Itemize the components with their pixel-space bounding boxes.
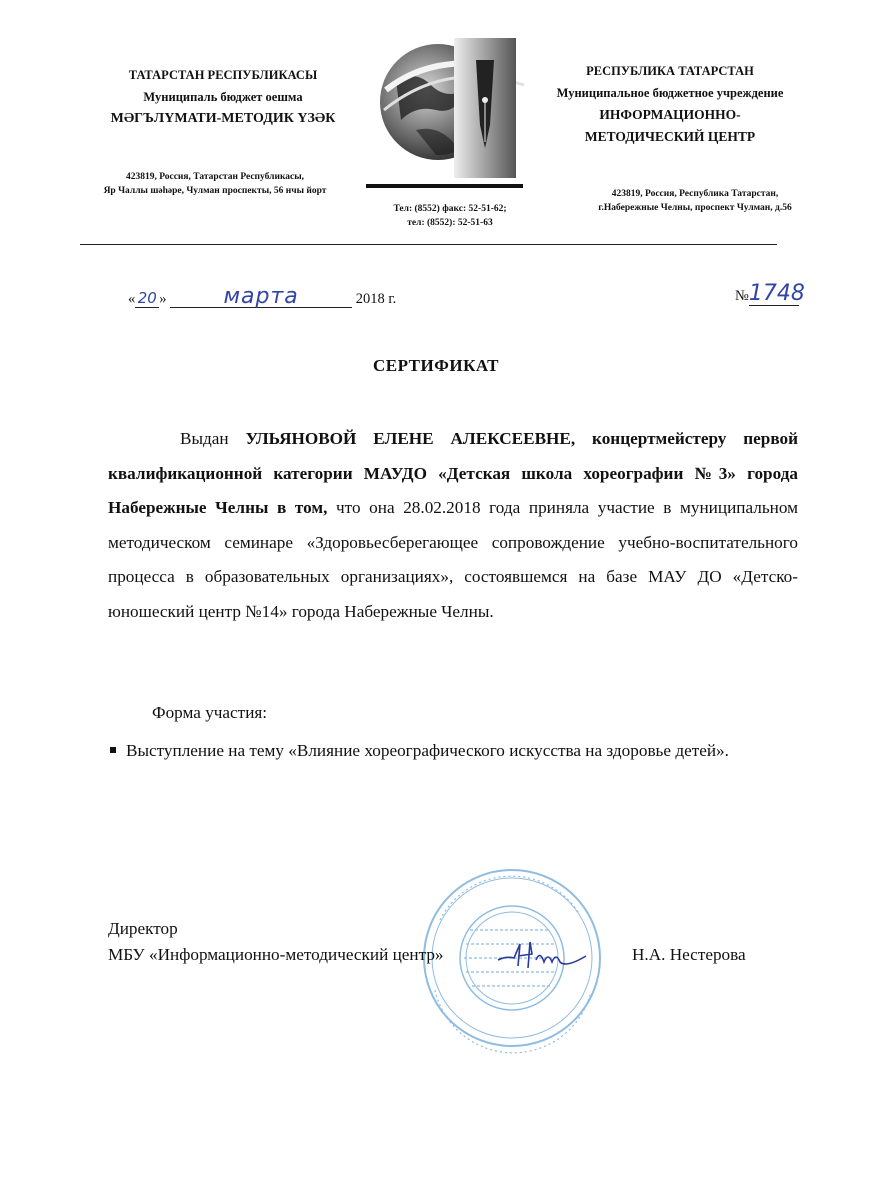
participation-label: Форма участия: <box>152 703 268 722</box>
header-tel2: тел: (8552): 52-51-63 <box>407 218 493 228</box>
date-close-quote: » <box>159 291 167 307</box>
header-left-line2: Муниципаль бюджет оешма <box>143 90 303 104</box>
header-right-address2: г.Набережные Челны, проспект Чулман, д.56 <box>598 203 792 213</box>
certificate-body <box>108 422 798 629</box>
bullet-icon <box>110 747 116 753</box>
header-right-org <box>520 60 820 148</box>
participation-item <box>108 734 798 769</box>
date-day: 20 <box>135 289 159 308</box>
header-divider <box>80 244 777 245</box>
document-number <box>735 283 845 306</box>
signatory-name: Н.А. Нестерова <box>632 945 746 964</box>
body-recipient: УЛЬЯНОВОЙ ЕЛЕНЕ АЛЕКСЕЕВНЕ, концертмейстеру первой квалификационной категории МАУДО «Детская школа хореографии №3» города Набережные Челны в том, <box>108 429 798 517</box>
header-right-line2: Муниципальное бюджетное учреждение <box>556 86 784 100</box>
header-left-address2: Яр Чаллы шәһәре, Чулман проспекты, 56 нчы йорт <box>103 186 327 196</box>
signatory-org: МБУ «Информационно-методический центр» <box>108 945 444 964</box>
date-open-quote: « <box>128 291 136 307</box>
number-value: 1748 <box>748 281 805 306</box>
logo-underline-bar <box>366 184 523 188</box>
page-title: СЕРТИФИКАТ <box>372 356 500 375</box>
header-contacts <box>370 202 530 230</box>
body-details: что она 28.02.2018 года приняла участие в муниципальном методическом семинаре «Здоровьесберегающее сопровождение учебно-воспитательного процесса в образовательных организациях», состоявшемся на базе МАУ ДО «Детско-юношеский центр №14» города Набережные Челны. <box>108 498 798 621</box>
header-left-line3: МӘГЪЛҮМАТИ-МЕТОДИК ҮЗӘК <box>110 111 336 126</box>
header-left-address <box>60 170 370 198</box>
header-left-line1: ТАТАРСТАН РЕСПУБЛИКАСЫ <box>128 68 318 82</box>
participation-item-text: Выступление на тему «Влияние хореографического искусства на здоровье детей». <box>126 741 729 760</box>
header-right-line4: МЕТОДИЧЕСКИЙ ЦЕНТР <box>584 129 756 144</box>
header-tel1: Тел: (8552) факс: 52-51-62; <box>393 204 507 214</box>
header-right-address1: 423819, Россия, Республика Татарстан, <box>611 189 779 199</box>
document-date <box>128 284 428 309</box>
handwritten-signature <box>496 938 592 972</box>
header-left-address1: 423819, Россия, Татарстан Республикасы, <box>125 172 305 182</box>
header-right-line1: РЕСПУБЛИКА ТАТАРСТАН <box>586 64 754 78</box>
header-right-address <box>560 187 830 215</box>
globe-pen-logo-icon <box>376 30 526 180</box>
header-right-line3: ИНФОРМАЦИОННО- <box>599 107 741 122</box>
number-label: № <box>735 288 749 304</box>
signatory-title: Директор <box>108 919 178 938</box>
date-month: марта <box>170 287 352 308</box>
date-year: 2018 г. <box>355 291 397 307</box>
header-left-org <box>88 64 358 130</box>
body-intro: Выдан <box>180 429 246 448</box>
